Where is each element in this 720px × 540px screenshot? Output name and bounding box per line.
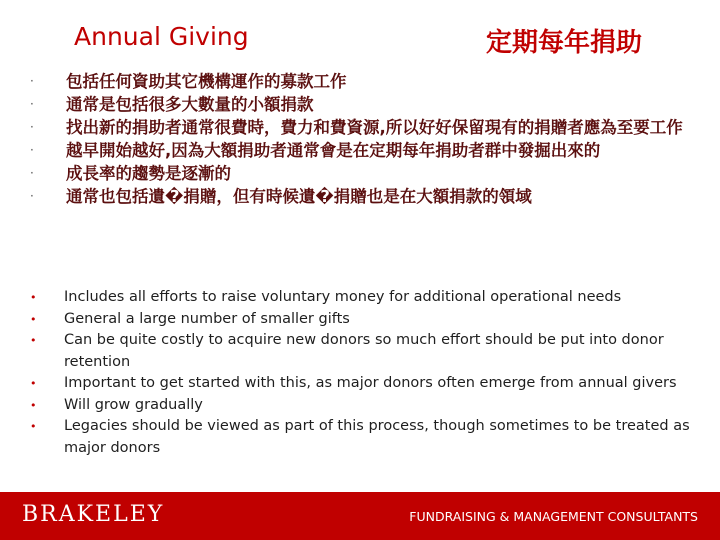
bullet-icon: · xyxy=(30,166,34,180)
list-item xyxy=(30,93,720,116)
bullet-text: 找出新的捐助者通常很費時，費力和費資源,所以好好保留現有的捐贈者應為至要工作 xyxy=(66,118,683,137)
list-item xyxy=(30,185,720,208)
english-bullet-list xyxy=(30,287,720,459)
bullet-icon: • xyxy=(30,312,37,326)
list-item xyxy=(30,162,720,185)
list-item xyxy=(30,373,720,395)
list-item xyxy=(30,70,720,93)
bullet-icon: · xyxy=(30,120,34,134)
bullet-icon: • xyxy=(30,377,37,390)
bullet-text: Important to get started with this, as major donors often emerge from annual givers xyxy=(64,375,677,391)
bullet-text: 成長率的趨勢是逐漸的 xyxy=(66,164,231,183)
bullet-icon: • xyxy=(30,398,37,412)
footer-tagline: FUNDRAISING & MANAGEMENT CONSULTANTS xyxy=(409,509,698,524)
bullet-text: Legacies should be viewed as part of this process, though sometimes to be treated as major donors xyxy=(64,418,690,456)
list-item xyxy=(30,416,720,459)
bullet-text: Includes all efforts to raise voluntary money for additional operational needs xyxy=(64,289,622,305)
list-item xyxy=(30,309,720,331)
list-item xyxy=(30,139,720,162)
bullet-icon: · xyxy=(30,143,34,157)
bullet-text: 越早開始越好,因為大額捐助者通常會是在定期每年捐助者群中發掘出來的 xyxy=(66,141,601,160)
bullet-icon: • xyxy=(30,420,37,433)
bullet-text: 通常是包括很多大數量的小額捐款 xyxy=(66,95,314,114)
bullet-icon: · xyxy=(30,97,34,111)
title-english: Annual Giving xyxy=(74,22,249,51)
bullet-icon: · xyxy=(30,189,34,203)
chinese-bullet-list xyxy=(30,70,720,208)
bullet-icon: • xyxy=(30,334,37,347)
bullet-text: 包括任何資助其它機構運作的募款工作 xyxy=(66,72,347,91)
brand-logo-text: BRAKELEY xyxy=(22,502,165,527)
bullet-icon: • xyxy=(30,291,37,304)
bullet-text: Will grow gradually xyxy=(64,396,203,413)
list-item xyxy=(30,116,720,139)
list-item xyxy=(30,395,720,417)
list-item xyxy=(30,330,720,373)
list-item xyxy=(30,287,720,309)
bullet-text: General a large number of smaller gifts xyxy=(64,310,350,327)
bullet-icon: · xyxy=(30,74,34,88)
title-chinese: 定期每年捐助 xyxy=(486,28,643,58)
bullet-text: 通常也包括遺�捐贈，但有時候遺�捐贈也是在大額捐款的領域 xyxy=(66,187,532,206)
footer-bar xyxy=(0,492,720,540)
bullet-text: Can be quite costly to acquire new donors so much effort should be put into donor retention xyxy=(64,332,664,370)
